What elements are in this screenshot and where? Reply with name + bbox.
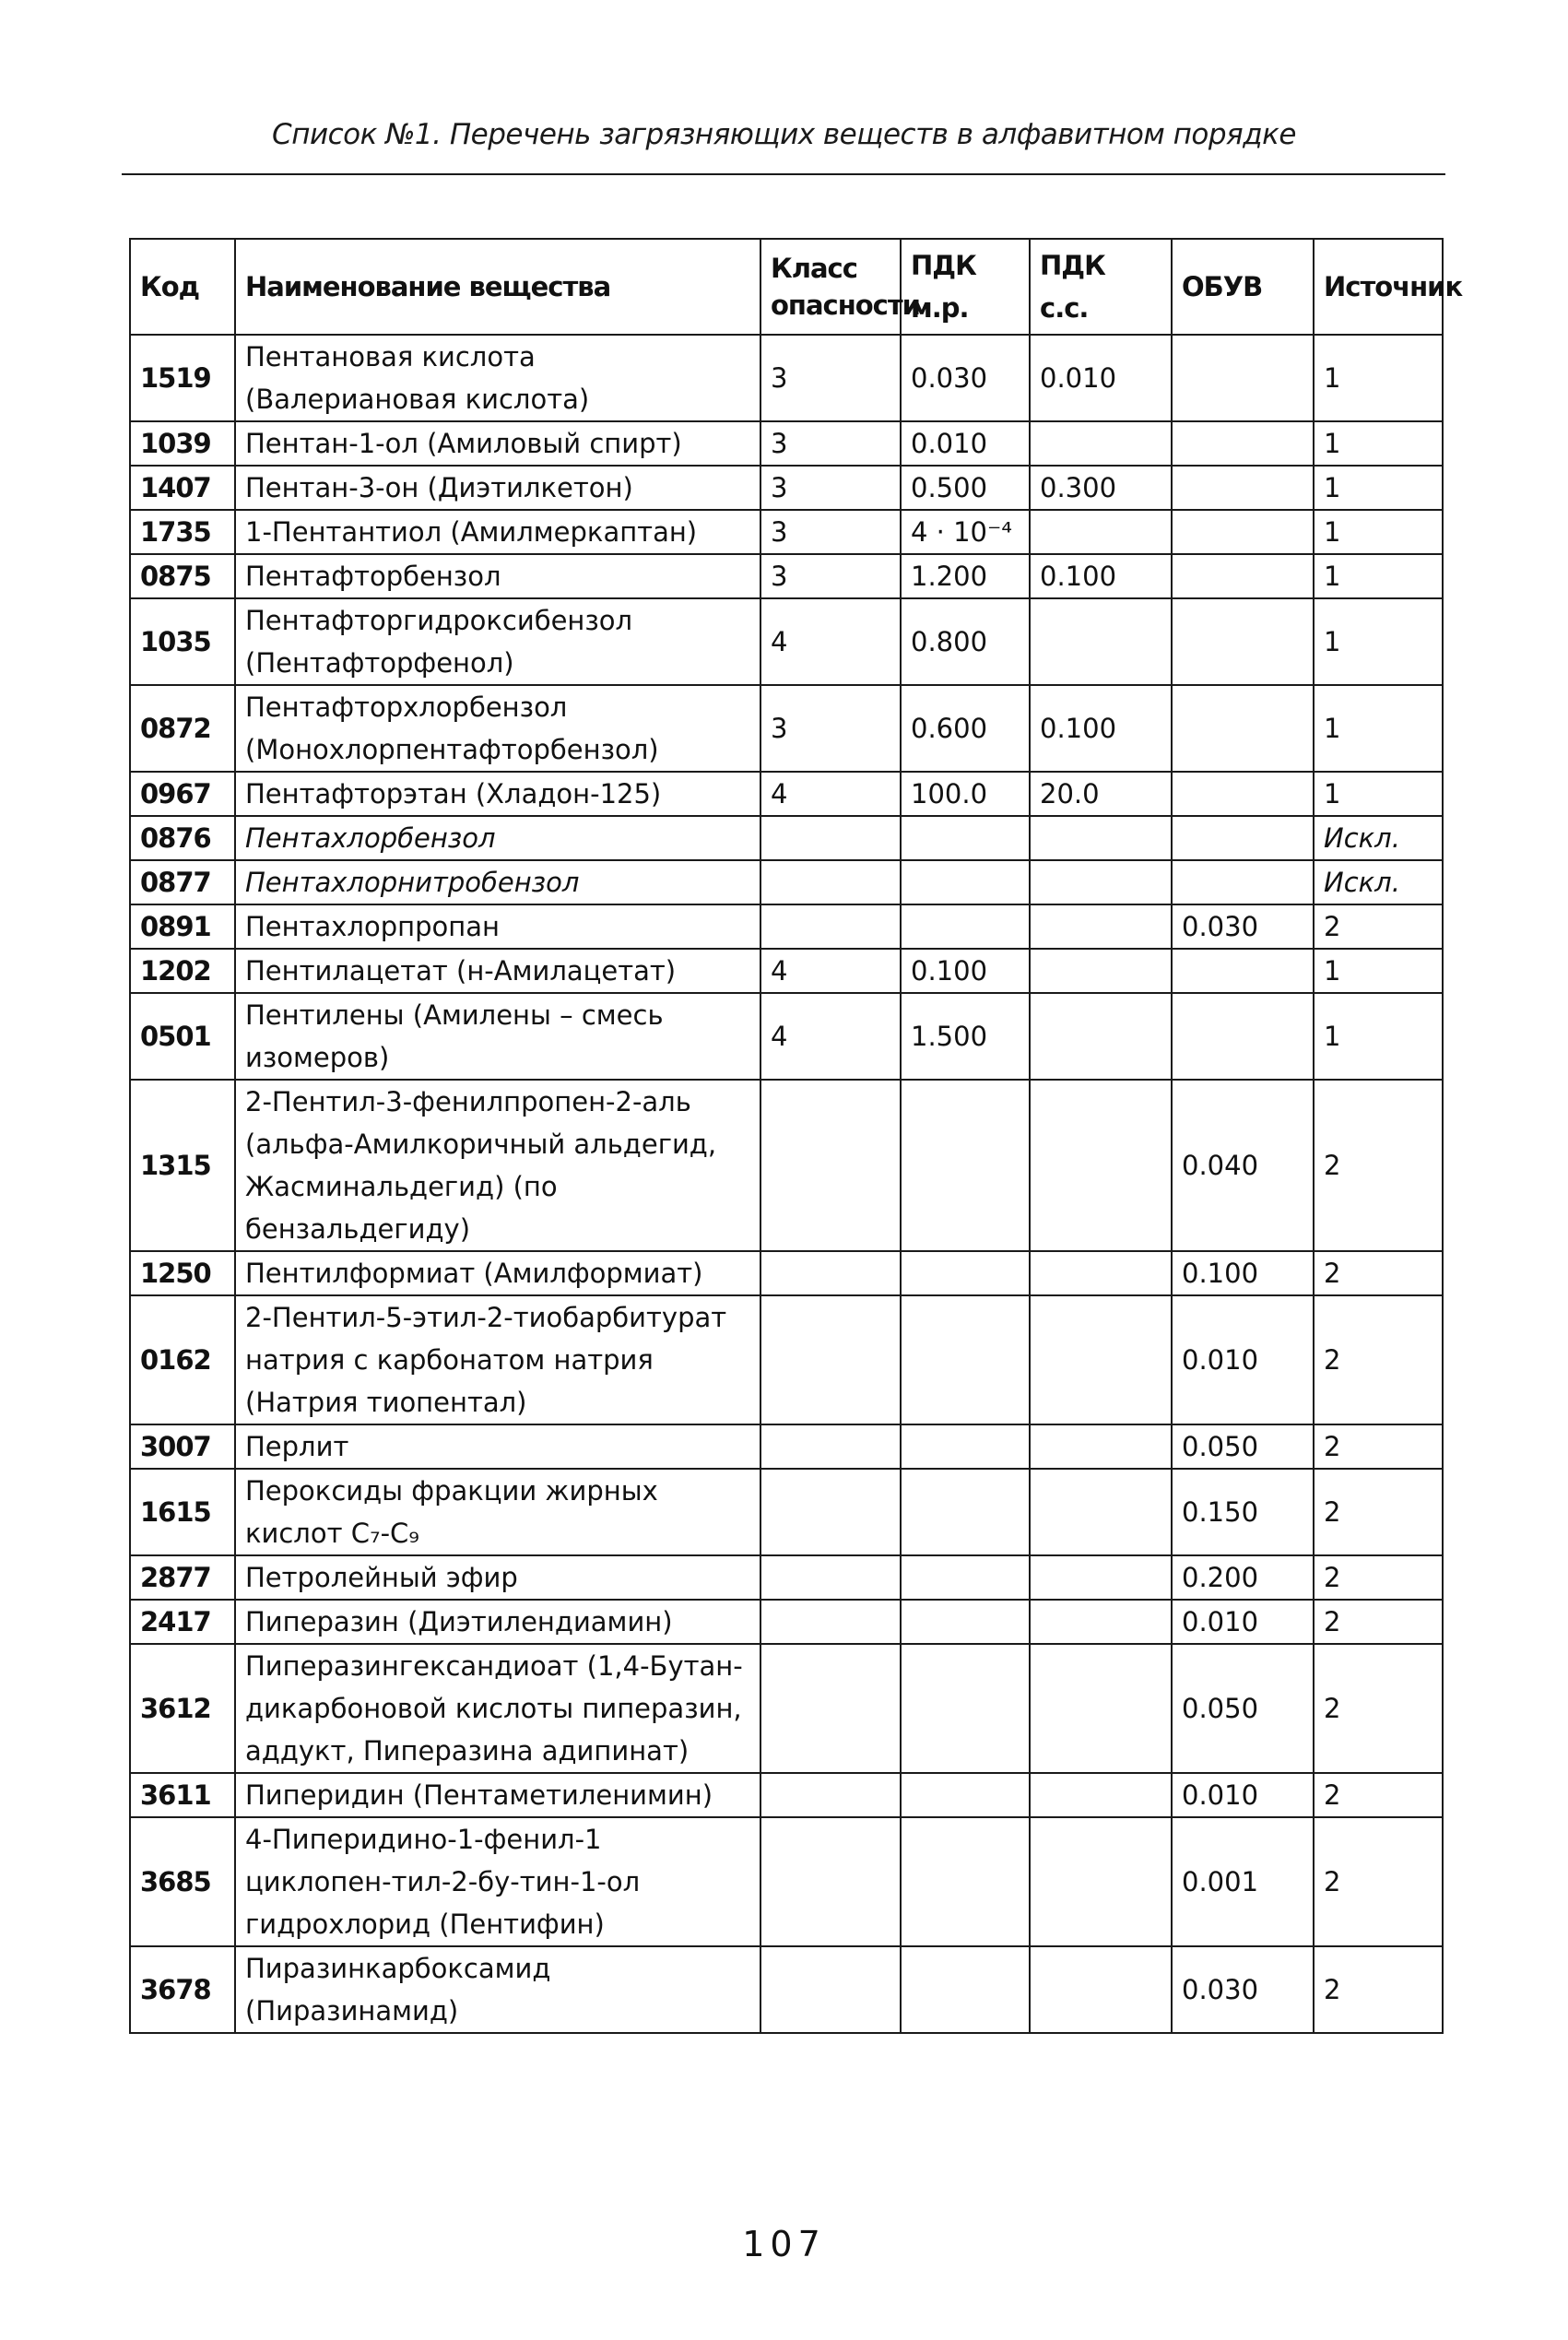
cell-pdk-ss: 0.100 [1030,554,1172,598]
cell-hazard-class [760,1644,901,1773]
cell-source: 2 [1314,1251,1443,1295]
cell-name: Пероксиды фракции жирных кислот C₇-C₉ [235,1469,760,1555]
cell-name: Перлит [235,1424,760,1469]
cell-pdk-mr [901,1469,1030,1555]
cell-pdk-mr [901,904,1030,949]
cell-hazard-class: 4 [760,949,901,993]
cell-pdk-ss [1030,949,1172,993]
cell-pdk-mr: 100.0 [901,772,1030,816]
cell-hazard-class: 3 [760,685,901,772]
cell-obuv [1172,466,1314,510]
table-row [130,1080,1443,1251]
column-header-name: Наименование вещества [235,239,760,335]
cell-code: 3685 [130,1817,235,1946]
cell-name: Пиперазингександиоат (1,4-Бутан-дикарбоновой кислоты пиперазин, аддукт, Пиперазина адипинат) [235,1644,760,1773]
cell-obuv: 0.030 [1172,904,1314,949]
table-row [130,1251,1443,1295]
cell-obuv [1172,860,1314,904]
cell-name: Петролейный эфир [235,1555,760,1600]
table-row [130,1817,1443,1946]
cell-code: 1615 [130,1469,235,1555]
table-row [130,554,1443,598]
cell-pdk-ss [1030,1817,1172,1946]
cell-name: Пентафторбензол [235,554,760,598]
cell-source: 2 [1314,1469,1443,1555]
cell-hazard-class: 3 [760,510,901,554]
cell-pdk-ss: 20.0 [1030,772,1172,816]
cell-source: 1 [1314,466,1443,510]
cell-obuv [1172,993,1314,1080]
cell-hazard-class [760,904,901,949]
cell-pdk-mr: 0.100 [901,949,1030,993]
cell-pdk-ss [1030,598,1172,685]
cell-name: 4-Пиперидино-1-фенил-1 циклопен-тил-2-бу-тин-1-ол гидрохлорид (Пентифин) [235,1817,760,1946]
cell-source: 1 [1314,421,1443,466]
table-row [130,772,1443,816]
cell-source: 1 [1314,993,1443,1080]
cell-obuv [1172,335,1314,421]
cell-obuv: 0.150 [1172,1469,1314,1555]
cell-pdk-mr [901,1946,1030,2033]
table-row [130,1644,1443,1773]
cell-code: 1035 [130,598,235,685]
column-header-hazard-class: Класс опасности [760,239,901,335]
cell-name: Пентафторэтан (Хладон-125) [235,772,760,816]
cell-pdk-mr [901,860,1030,904]
column-header-obuv: ОБУВ [1172,239,1314,335]
cell-pdk-ss [1030,1080,1172,1251]
cell-pdk-mr: 0.030 [901,335,1030,421]
cell-hazard-class [760,1600,901,1644]
table-row [130,949,1443,993]
cell-pdk-ss: 0.100 [1030,685,1172,772]
cell-name: Пиразинкарбоксамид (Пиразинамид) [235,1946,760,2033]
page-header-title: Список №1. Перечень загрязняющих веществ в алфавитном порядке [272,118,1296,151]
cell-source: 1 [1314,554,1443,598]
cell-source: 1 [1314,510,1443,554]
cell-code: 3678 [130,1946,235,2033]
cell-name: Пентахлорпропан [235,904,760,949]
table-row [130,335,1443,421]
cell-name: Пиперазин (Диэтилендиамин) [235,1600,760,1644]
table-row [130,1295,1443,1424]
cell-pdk-mr: 1.200 [901,554,1030,598]
table-row [130,904,1443,949]
header-divider [122,173,1445,175]
cell-pdk-ss [1030,1644,1172,1773]
cell-hazard-class: 4 [760,598,901,685]
cell-name: Пентахлорнитробензол [235,860,760,904]
cell-code: 3612 [130,1644,235,1773]
cell-source: 2 [1314,1295,1443,1424]
cell-source: Искл. [1314,816,1443,860]
cell-obuv: 0.010 [1172,1600,1314,1644]
cell-source: 2 [1314,1773,1443,1817]
cell-code: 3611 [130,1773,235,1817]
column-header-code: Код [130,239,235,335]
cell-name: Пиперидин (Пентаметиленимин) [235,1773,760,1817]
cell-code: 0501 [130,993,235,1080]
cell-hazard-class: 4 [760,772,901,816]
cell-name: 2-Пентил-5-этил-2-тиобарбитурат натрия с карбонатом натрия (Натрия тиопентал) [235,1295,760,1424]
cell-pdk-mr: 0.500 [901,466,1030,510]
cell-name: 2-Пентил-3-фенилпропен-2-аль (альфа-Амилкоричный альдегид, Жасминальдегид) (по бензальдегиду) [235,1080,760,1251]
cell-source: 2 [1314,1080,1443,1251]
cell-hazard-class [760,1469,901,1555]
cell-obuv [1172,554,1314,598]
cell-name: Пентилацетат (н-Амилацетат) [235,949,760,993]
cell-obuv [1172,816,1314,860]
cell-hazard-class: 3 [760,466,901,510]
cell-obuv [1172,772,1314,816]
cell-pdk-ss [1030,1251,1172,1295]
cell-pdk-mr: 1.500 [901,993,1030,1080]
substances-table [129,238,1463,2034]
cell-code: 0875 [130,554,235,598]
cell-pdk-ss [1030,421,1172,466]
cell-hazard-class [760,1817,901,1946]
cell-source: 2 [1314,1424,1443,1469]
cell-pdk-mr [901,1817,1030,1946]
cell-pdk-ss [1030,1600,1172,1644]
table-row [130,1600,1443,1644]
cell-hazard-class [760,1555,901,1600]
table-row [130,1424,1443,1469]
cell-code: 1039 [130,421,235,466]
table-row [130,466,1443,510]
cell-obuv [1172,949,1314,993]
cell-pdk-mr [901,1295,1030,1424]
cell-hazard-class: 3 [760,421,901,466]
table-row [130,598,1443,685]
table-row [130,1469,1443,1555]
cell-source: 2 [1314,904,1443,949]
cell-name: Пентилформиат (Амилформиат) [235,1251,760,1295]
cell-obuv: 0.050 [1172,1424,1314,1469]
cell-code: 1315 [130,1080,235,1251]
cell-pdk-ss: 0.300 [1030,466,1172,510]
cell-obuv: 0.200 [1172,1555,1314,1600]
cell-name: Пентан-3-он (Диэтилкетон) [235,466,760,510]
cell-pdk-ss [1030,1946,1172,2033]
cell-code: 1735 [130,510,235,554]
cell-hazard-class [760,860,901,904]
cell-code: 2877 [130,1555,235,1600]
table-row [130,993,1443,1080]
cell-source: 2 [1314,1946,1443,2033]
cell-name: Пентафторгидроксибензол (Пентафторфенол) [235,598,760,685]
cell-pdk-ss [1030,1773,1172,1817]
cell-source: 1 [1314,772,1443,816]
cell-code: 1250 [130,1251,235,1295]
cell-pdk-mr [901,1644,1030,1773]
table-row [130,1946,1443,2033]
cell-hazard-class: 4 [760,993,901,1080]
cell-source: 2 [1314,1600,1443,1644]
table-row [130,421,1443,466]
cell-name: Пентафторхлорбензол (Монохлорпентафторбензол) [235,685,760,772]
cell-name: Пентахлорбензол [235,816,760,860]
cell-code: 1519 [130,335,235,421]
cell-obuv [1172,510,1314,554]
cell-hazard-class [760,1251,901,1295]
cell-hazard-class [760,1295,901,1424]
column-header-pdk-ss: ПДК с.с. [1030,239,1172,335]
cell-pdk-mr: 0.010 [901,421,1030,466]
cell-obuv [1172,685,1314,772]
cell-pdk-ss [1030,1295,1172,1424]
cell-code: 0162 [130,1295,235,1424]
cell-obuv [1172,421,1314,466]
table-row [130,510,1443,554]
cell-obuv: 0.050 [1172,1644,1314,1773]
cell-pdk-ss [1030,510,1172,554]
cell-obuv: 0.030 [1172,1946,1314,2033]
cell-pdk-ss [1030,993,1172,1080]
cell-code: 0872 [130,685,235,772]
cell-source: 1 [1314,685,1443,772]
cell-pdk-ss [1030,860,1172,904]
table-row [130,685,1443,772]
cell-name: Пентановая кислота (Валериановая кислота) [235,335,760,421]
table-row [130,860,1443,904]
cell-code: 0877 [130,860,235,904]
cell-pdk-mr [901,1080,1030,1251]
cell-code: 1202 [130,949,235,993]
cell-pdk-mr: 0.600 [901,685,1030,772]
cell-source: 1 [1314,598,1443,685]
cell-code: 2417 [130,1600,235,1644]
cell-pdk-ss [1030,1469,1172,1555]
cell-source: Искл. [1314,860,1443,904]
cell-code: 1407 [130,466,235,510]
cell-source: 2 [1314,1644,1443,1773]
cell-pdk-ss [1030,1555,1172,1600]
cell-pdk-ss [1030,816,1172,860]
cell-source: 1 [1314,335,1443,421]
cell-pdk-ss [1030,1424,1172,1469]
cell-obuv: 0.100 [1172,1251,1314,1295]
cell-code: 0891 [130,904,235,949]
cell-obuv [1172,598,1314,685]
cell-pdk-ss [1030,904,1172,949]
cell-hazard-class [760,1946,901,2033]
cell-hazard-class: 3 [760,335,901,421]
cell-hazard-class [760,816,901,860]
cell-code: 3007 [130,1424,235,1469]
cell-source: 2 [1314,1555,1443,1600]
cell-hazard-class [760,1080,901,1251]
cell-pdk-mr [901,1600,1030,1644]
cell-source: 1 [1314,949,1443,993]
cell-name: Пентан-1-ол (Амиловый спирт) [235,421,760,466]
cell-obuv: 0.001 [1172,1817,1314,1946]
cell-pdk-mr: 4 · 10⁻⁴ [901,510,1030,554]
cell-pdk-mr [901,1773,1030,1817]
page-number: 107 [742,2224,826,2264]
table-row [130,1555,1443,1600]
cell-code: 0876 [130,816,235,860]
cell-name: 1-Пентантиол (Амилмеркаптан) [235,510,760,554]
cell-obuv: 0.010 [1172,1773,1314,1817]
table-header-row [130,239,1443,335]
table-row [130,1773,1443,1817]
cell-hazard-class [760,1424,901,1469]
cell-pdk-mr [901,816,1030,860]
cell-pdk-ss: 0.010 [1030,335,1172,421]
cell-obuv: 0.010 [1172,1295,1314,1424]
cell-source: 2 [1314,1817,1443,1946]
cell-name: Пентилены (Амилены – смесь изомеров) [235,993,760,1080]
cell-pdk-mr [901,1424,1030,1469]
table-row [130,816,1443,860]
cell-pdk-mr: 0.800 [901,598,1030,685]
cell-pdk-mr [901,1251,1030,1295]
cell-code: 0967 [130,772,235,816]
cell-obuv: 0.040 [1172,1080,1314,1251]
column-header-pdk-mr: ПДК м.р. [901,239,1030,335]
column-header-source: Источник [1314,239,1443,335]
cell-pdk-mr [901,1555,1030,1600]
cell-hazard-class [760,1773,901,1817]
table-body [130,335,1443,2033]
cell-hazard-class: 3 [760,554,901,598]
